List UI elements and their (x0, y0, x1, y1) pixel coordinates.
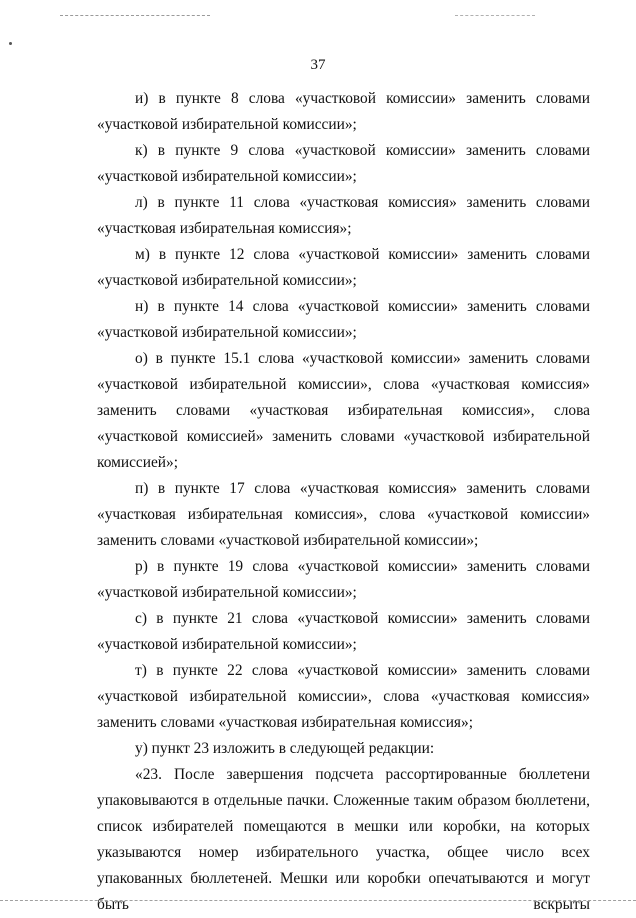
paragraph-l: л) в пункте 11 слова «участковая комиссия» заменить словами «участковая избирательная комиссия»; (97, 194, 590, 237)
paragraph-i: и) в пункте 8 слова «участковой комиссии» заменить словами «участковой избирательной комиссии»; (97, 90, 590, 133)
paragraph-o: о) в пункте 15.1 слова «участковой комиссии» заменить словами «участковой избирательной комиссии», слова «участковая комиссия» заменить словами «участковая избирательная комиссия», слова «участковой комиссией» заменить словами «участковой избирательной комиссией»; (97, 350, 590, 471)
paragraph-r: р) в пункте 19 слова «участковой комиссии» заменить словами «участковой избирательной комиссии»; (97, 558, 590, 601)
scan-artifact-top-right (455, 15, 535, 17)
page-number: 37 (310, 57, 326, 73)
paragraph-p: п) в пункте 17 слова «участковая комиссия» заменить словами «участковая избирательная комиссия», слова «участковой комиссии» заменить словами «участковой избирательной комиссии»; (97, 480, 590, 549)
paragraph-t: т) в пункте 22 слова «участковой комиссии» заменить словами «участковой избирательной комиссии», слова «участковая комиссия» заменить словами «участковая избирательная комиссия»; (97, 662, 590, 731)
paragraph-23-quote: «23. После завершения подсчета рассортированные бюллетени упаковываются в отдельные пачки. Сложенные таким образом бюллетени, список избирателей помещаются в мешки или коробки, на которых указываются номер избирательного участка, общее число всех упакованных бюллетеней. Мешки или коробки опечатываются и могут быть вскрыты (97, 766, 590, 913)
document-body (97, 86, 590, 918)
paragraph-s: с) в пункте 21 слова «участковой комиссии» заменить словами «участковой избирательной комиссии»; (97, 610, 590, 653)
paragraph-m: м) в пункте 12 слова «участковой комиссии» заменить словами «участковой избирательной комиссии»; (97, 246, 590, 289)
scan-artifact-top-left (60, 15, 210, 17)
paragraph-k: к) в пункте 9 слова «участковой комиссии» заменить словами «участковой избирательной комиссии»; (97, 142, 590, 185)
scan-artifact-bottom (0, 900, 636, 902)
paragraph-n: н) в пункте 14 слова «участковой комиссии» заменить словами «участковой избирательной комиссии»; (97, 298, 590, 341)
paragraph-u: у) пункт 23 изложить в следующей редакции: (135, 740, 435, 757)
scan-artifact-dot (9, 42, 12, 45)
